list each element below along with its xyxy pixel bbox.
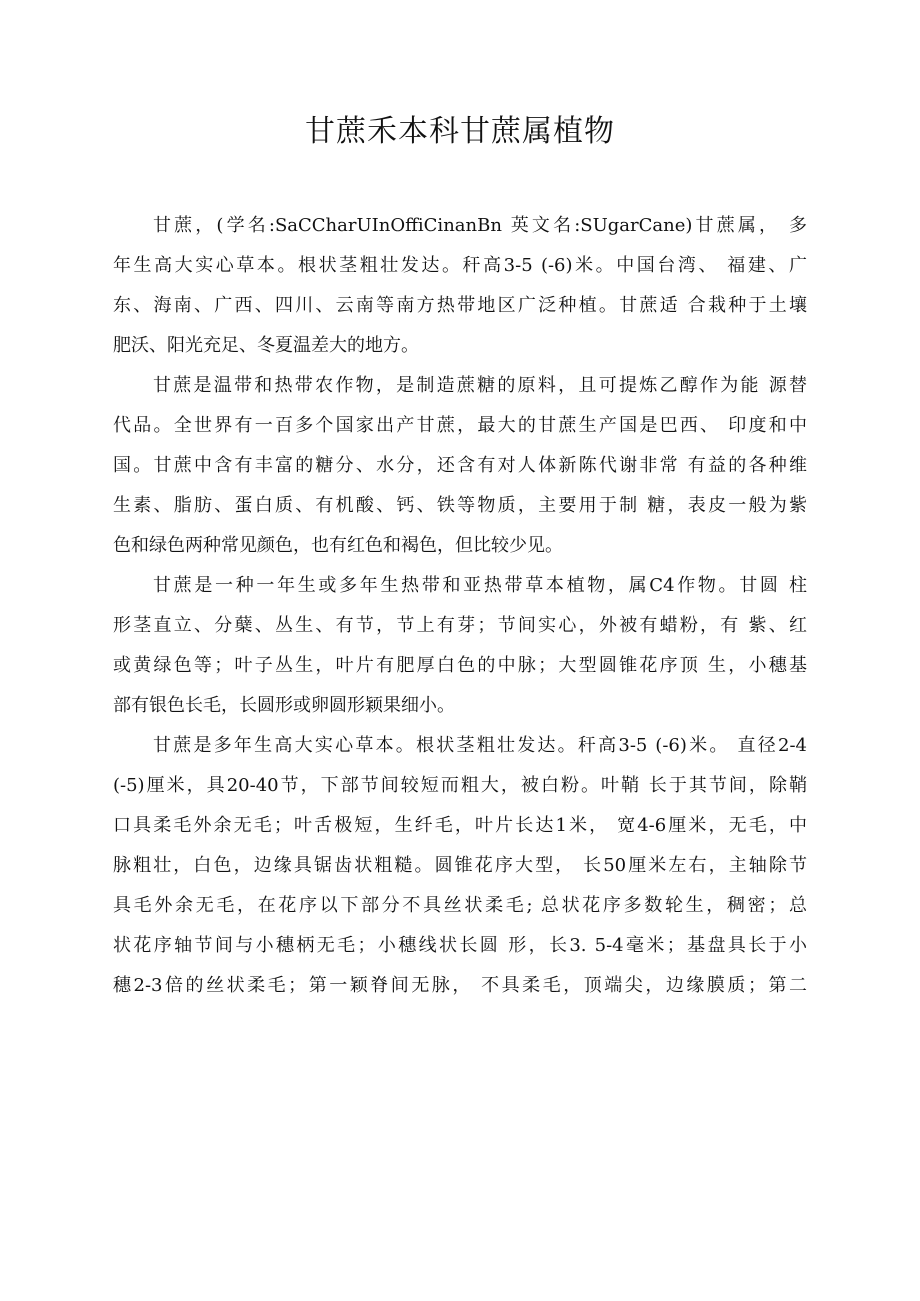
text-line: 脉粗壮，白色，边缘具锯齿状粗糙。圆锥花序大型， 长50厘米左右，主轴除节 xyxy=(113,855,807,876)
text-line: 穗2-3倍的丝状柔毛；第一颖脊间无脉， 不具柔毛，顶端尖，边缘膜质；第二 xyxy=(113,975,807,996)
text-line: 年生高大实心草本。根状茎粗壮发达。秆高3-5 (-6)米。中国台湾、 福建、广 xyxy=(113,255,807,276)
paragraph-description xyxy=(113,726,807,1006)
text-line: 口具柔毛外余无毛；叶舌极短，生纤毛，叶片长达1米， 宽4-6厘米，无毛，中 xyxy=(113,815,807,836)
text-line: (-5)厘米，具20-40节，下部节间较短而粗大，被白粉。叶鞘 长于其节间，除鞘 xyxy=(113,775,807,796)
text-line: 色和绿色两种常见颜色，也有红色和褐色，但比较少见。 xyxy=(113,535,563,556)
text-line: 东、海南、广西、四川、云南等南方热带地区广泛种植。甘蔗适 合栽种于土壤 xyxy=(113,295,807,316)
text-line: 形茎直立、分蘖、丛生、有节，节上有芽；节间实心，外被有蜡粉，有 紫、红 xyxy=(113,615,807,636)
text-line: 肥沃、阳光充足、冬夏温差大的地方。 xyxy=(113,335,419,356)
text-line: 甘蔗是多年生高大实心草本。根状茎粗壮发达。秆高3-5 (-6)米。 直径2-4 xyxy=(153,735,807,756)
text-line: 部有银色长毛，长圆形或卵圆形颖果细小。 xyxy=(113,695,455,716)
text-line: 代品。全世界有一百多个国家出产甘蔗，最大的甘蔗生产国是巴西、 印度和中 xyxy=(113,415,807,436)
paragraph-intro xyxy=(113,206,807,366)
text-line: 甘蔗是一种一年生或多年生热带和亚热带草本植物，属C4作物。甘圆 柱 xyxy=(153,575,807,596)
text-line: 状花序轴节间与小穗柄无毛；小穗线状长圆 形，长3. 5-4毫米；基盘具长于小 xyxy=(113,935,807,956)
paragraph-morphology xyxy=(113,566,807,726)
text-line: 或黄绿色等；叶子丛生，叶片有肥厚白色的中脉；大型圆锥花序顶 生，小穗基 xyxy=(113,655,807,676)
text-line: 国。甘蔗中含有丰富的糖分、水分，还含有对人体新陈代谢非常 有益的各种维 xyxy=(113,455,807,476)
paragraph-usage xyxy=(113,366,807,566)
text-line: 生素、脂肪、蛋白质、有机酸、钙、铁等物质，主要用于制 糖，表皮一般为紫 xyxy=(113,495,807,516)
document-body xyxy=(113,206,807,1006)
text-line: 具毛外余无毛，在花序以下部分不具丝状柔毛; 总状花序多数轮生，稠密；总 xyxy=(113,895,807,916)
text-line: 甘蔗，(学名:SaCCharUInOffiCinanBn 英文名:SUgarCane)甘蔗属， 多 xyxy=(153,215,807,236)
document-title: 甘蔗禾本科甘蔗属植物 xyxy=(305,114,615,149)
text-line: 甘蔗是温带和热带农作物，是制造蔗糖的原料，且可提炼乙醇作为能 源替 xyxy=(153,375,807,396)
